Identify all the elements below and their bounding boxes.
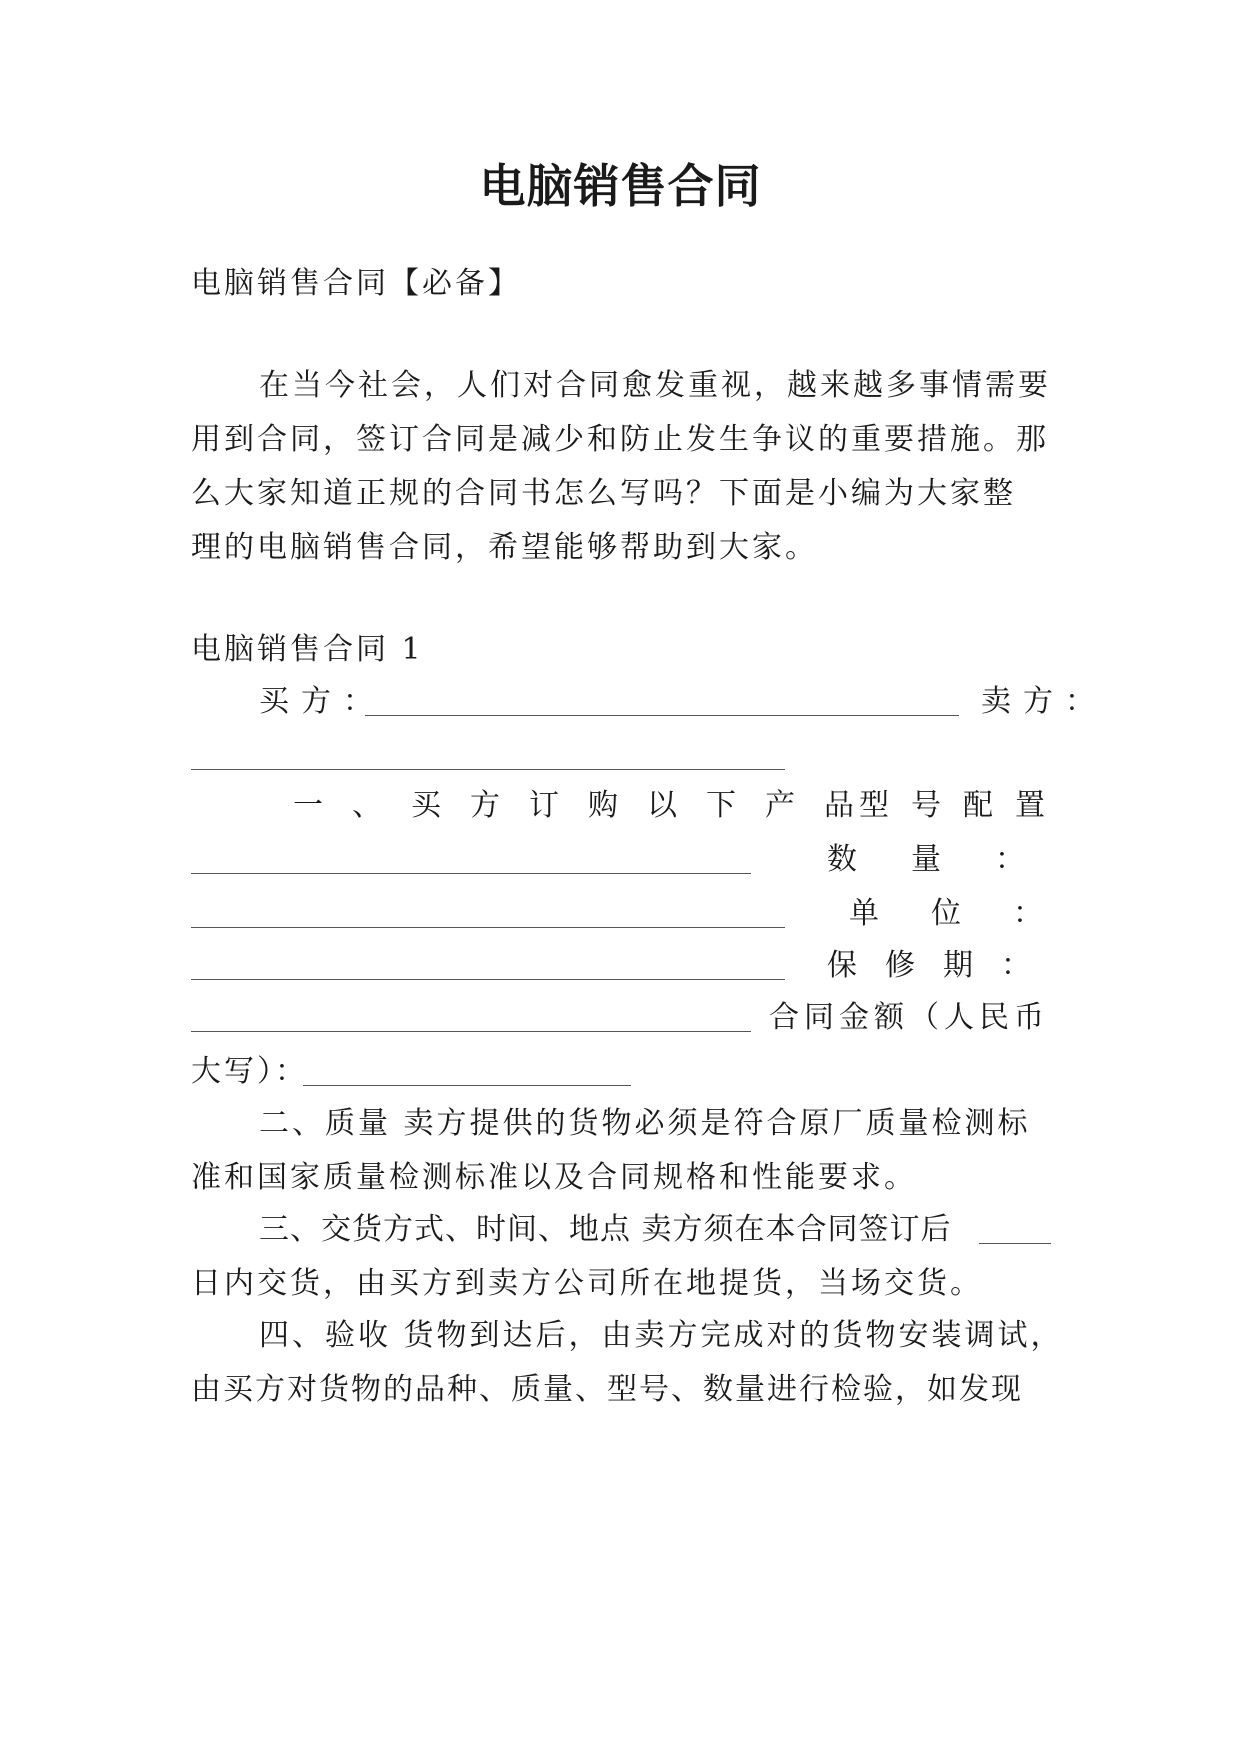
warranty-blank — [191, 1031, 751, 1032]
intro-line-2: 用到合同，签订合同是减少和防止发生争议的重要措施。那 — [191, 422, 1049, 457]
delivery-line-1: 三、交货方式、时间、地点 卖方须在本合同签订后 — [259, 1212, 952, 1247]
acceptance-line-1: 四、验收 货物到达后，由卖方完成对的货物安装调试， — [259, 1318, 1064, 1353]
buyer-blank — [365, 715, 959, 716]
unit-label: 单位： — [849, 896, 1095, 931]
model-row — [191, 840, 1079, 880]
document-title: 电脑销售合同 — [479, 159, 762, 213]
quantity-label: 数量： — [827, 842, 1079, 877]
model-blank — [191, 873, 751, 874]
delivery-days-blank — [979, 1243, 1051, 1244]
warranty-row — [191, 998, 1051, 1038]
section-heading: 电脑销售合同 1 — [191, 632, 424, 667]
delivery-row — [191, 1210, 1051, 1250]
amount-label-cont: 大写）： — [191, 1054, 308, 1089]
item1-row — [191, 786, 1067, 826]
delivery-line-2: 日内交货，由买方到卖方公司所在地提货，当场交货。 — [191, 1266, 983, 1301]
intro-line-1: 在当今社会，人们对合同愈发重视，越来越多事情需要 — [259, 368, 1051, 403]
quality-line-1: 二、质量 卖方提供的货物必须是符合原厂质量检测标 — [259, 1106, 1031, 1141]
acceptance-line-2: 由买方对货物的品种、质量、型号、数量进行检验，如发现 — [191, 1372, 1023, 1407]
amount-row — [191, 1052, 1051, 1092]
seller-blank — [191, 769, 785, 770]
quantity-row — [191, 894, 1095, 934]
quality-line-2: 准和国家质量检测标准以及合同规格和性能要求。 — [191, 1160, 917, 1195]
unit-blank — [191, 979, 785, 980]
seller-blank-row — [191, 736, 1051, 776]
quantity-blank — [191, 927, 785, 928]
amount-label: 合同金额（人民币 — [769, 1000, 1049, 1035]
model-label: 型号配置 — [859, 788, 1067, 823]
amount-blank — [303, 1085, 631, 1086]
unit-row — [191, 946, 1059, 986]
item1-label: 一、买方订购以下产品 — [293, 788, 883, 823]
parties-row — [191, 682, 1107, 722]
intro-line-3: 么大家知道正规的合同书怎么写吗？下面是小编为大家整 — [191, 476, 1016, 511]
buyer-label: 买方： — [259, 684, 385, 719]
document-subtitle: 电脑销售合同【必备】 — [191, 266, 521, 301]
seller-label: 卖方： — [981, 684, 1107, 719]
warranty-label: 保修期： — [827, 948, 1059, 983]
intro-line-4: 理的电脑销售合同，希望能够帮助到大家。 — [191, 530, 818, 565]
